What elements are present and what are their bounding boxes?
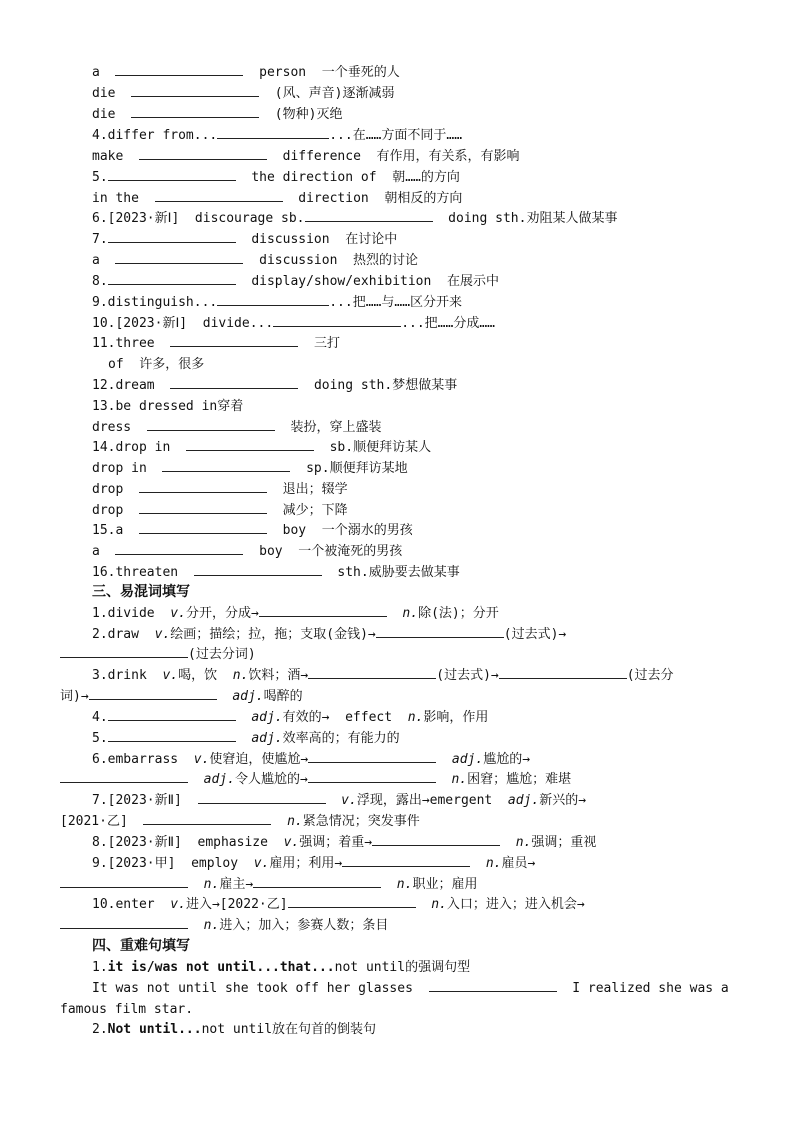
line-text: die (92, 86, 116, 101)
answer-blank[interactable] (194, 563, 322, 576)
line-text: 3.drink (92, 668, 163, 683)
answer-blank[interactable] (308, 750, 436, 763)
pos-label: v. (170, 606, 186, 621)
line-text: 5. (92, 731, 108, 746)
item-number: 2. (92, 1022, 108, 1037)
line-text: ...在……方面不同于…… (329, 128, 463, 143)
answer-blank[interactable] (131, 84, 259, 97)
vocab-line (92, 749, 530, 770)
line-text: (过去式)→ (436, 668, 499, 683)
vocab-line (60, 811, 420, 832)
line-text: (过去分 (626, 668, 674, 683)
sentence-line (92, 957, 470, 978)
pos-label: adj. (251, 731, 283, 746)
pos-label: n. (402, 606, 419, 621)
pos-label: adj. (451, 752, 484, 767)
pos-label: n. (451, 772, 468, 787)
pos-label: n. (287, 814, 303, 829)
vocab-line (92, 396, 243, 417)
answer-blank[interactable] (60, 916, 188, 929)
line-text: (过去式)→ (503, 627, 567, 642)
answer-blank[interactable] (429, 979, 557, 992)
answer-blank[interactable] (499, 666, 627, 679)
line-text: 10.enter (92, 897, 171, 912)
pos-label: n. (203, 877, 220, 892)
line-text: 5. (92, 170, 108, 185)
item-number: 1. (92, 960, 108, 975)
answer-blank[interactable] (139, 147, 267, 160)
line-text: 雇用；利用→ (269, 856, 343, 871)
line-text: 14.drop in (92, 440, 171, 455)
answer-blank[interactable] (170, 376, 298, 389)
line-text: 分开，分成→ (185, 606, 259, 621)
answer-blank[interactable] (342, 854, 470, 867)
answer-blank[interactable] (147, 418, 275, 431)
answer-blank[interactable] (288, 895, 416, 908)
vocab-line (92, 603, 499, 624)
line-text: 强调；着重→ (299, 835, 373, 850)
line-text: 7.[2023·新Ⅱ] (92, 793, 182, 808)
line-text: 进入→[2022·乙] (185, 897, 288, 912)
vocab-line (92, 83, 394, 104)
line-text: famous film star. (60, 1002, 194, 1017)
line-text: in the (92, 191, 139, 206)
answer-blank[interactable] (89, 687, 217, 700)
answer-blank[interactable] (139, 480, 267, 493)
vocab-line (92, 167, 460, 188)
pos-label: n. (485, 856, 502, 871)
answer-blank[interactable] (60, 875, 188, 888)
line-text: 三打 (313, 336, 340, 351)
vocab-line (92, 728, 400, 749)
section-heading: 三、易混词填写 (92, 584, 190, 600)
pos-label: n. (515, 835, 532, 850)
vocab-line (92, 832, 596, 853)
line-text: 强调；重视 (531, 835, 597, 850)
pos-label: v. (341, 793, 357, 808)
vocab-line (92, 229, 397, 250)
line-text: doing sth.劝阻某人做某事 (448, 211, 618, 226)
vocab-line (60, 915, 388, 936)
line-text: 喝，饮 (178, 668, 233, 683)
answer-blank[interactable] (186, 438, 314, 451)
line-text: 紧急情况；突发事件 (302, 814, 420, 829)
answer-blank[interactable] (139, 501, 267, 514)
vocab-line (92, 437, 431, 458)
line-text: 9.distinguish... (92, 295, 218, 310)
vocab-line (60, 874, 477, 895)
vocab-line (92, 125, 462, 146)
line-text: drop (92, 503, 124, 518)
pos-label: n. (232, 668, 249, 683)
line-text: 效率高的；有能力的 (282, 731, 400, 746)
vocab-line (92, 541, 402, 562)
line-text: 尴尬的→ (483, 752, 531, 767)
line-text: sth.威胁要去做某事 (337, 565, 460, 580)
answer-blank[interactable] (273, 314, 401, 327)
vocab-line (92, 665, 674, 686)
line-text: ...把……分成…… (401, 316, 495, 331)
line-text: dress (92, 420, 132, 435)
vocab-line (60, 769, 571, 790)
pos-label: v. (162, 668, 179, 683)
answer-blank[interactable] (115, 542, 243, 555)
vocab-line (92, 458, 408, 479)
line-text: a (92, 65, 100, 80)
vocab-line (92, 271, 499, 292)
answer-blank[interactable] (198, 791, 326, 804)
line-text: drop in (92, 461, 147, 476)
line-text: display/show/exhibition 在展示中 (251, 274, 499, 289)
vocab-line (92, 375, 457, 396)
line-text: 1.divide (92, 606, 171, 621)
line-text: 入口；进入；进入机会→ (446, 897, 585, 912)
line-text: 喝醉的 (263, 689, 303, 704)
line-text: (风、声音)逐渐减弱 (274, 86, 395, 101)
line-text: person 一个垂死的人 (259, 65, 400, 80)
line-text: 7. (92, 232, 108, 247)
line-text: 令人尴尬的→ (234, 772, 308, 787)
line-text: direction 朝相反的方向 (298, 191, 463, 206)
answer-blank[interactable] (253, 875, 381, 888)
line-text: 退出；辍学 (282, 482, 348, 497)
line-text: doing sth.梦想做某事 (313, 378, 458, 393)
pos-label: adj. (251, 710, 283, 725)
vocab-line (92, 188, 462, 209)
line-text: 16.threaten (92, 565, 179, 580)
line-text: drop (92, 482, 124, 497)
answer-blank[interactable] (60, 770, 188, 783)
answer-blank[interactable] (108, 168, 236, 181)
sentence-line (92, 978, 729, 999)
vocab-line (92, 333, 340, 354)
vocab-line (92, 292, 462, 313)
line-text: 11.three (92, 336, 155, 351)
line-text: (过去分词) (188, 647, 256, 662)
answer-blank[interactable] (162, 459, 290, 472)
line-text: 8.[2023·新Ⅱ] emphasize (92, 835, 284, 850)
answer-blank[interactable] (108, 708, 236, 721)
line-text: 绘画；描绘；拉，拖；支取(金钱)→ (170, 627, 376, 642)
answer-blank[interactable] (259, 604, 387, 617)
pos-label: n. (407, 710, 424, 725)
line-text: 浮现，露出→emergent (356, 793, 508, 808)
answer-blank[interactable] (308, 770, 436, 783)
answer-blank[interactable] (139, 521, 267, 534)
line-text: die (92, 107, 116, 122)
line-text: not until的强调句型 (334, 960, 471, 975)
line-text: difference 有作用，有关系，有影响 (282, 149, 520, 164)
answer-blank[interactable] (155, 189, 283, 202)
line-text: 雇主→ (219, 877, 254, 892)
line-text: I realized she was a (572, 981, 729, 996)
vocab-line (92, 790, 586, 811)
vocab-line (92, 707, 488, 728)
line-text: 12.dream (92, 378, 155, 393)
line-text: 13.be dressed in穿着 (92, 399, 244, 414)
answer-blank[interactable] (60, 645, 188, 658)
vocab-line (92, 894, 585, 915)
answer-blank[interactable] (143, 812, 271, 825)
line-text: a (92, 253, 100, 268)
line-text: 词)→ (60, 689, 89, 704)
line-text: not until放在句首的倒装句 (201, 1022, 377, 1037)
vocab-line (92, 250, 418, 271)
answer-blank[interactable] (115, 63, 243, 76)
vocab-line (92, 500, 348, 521)
line-text: a (92, 544, 100, 559)
line-text: discussion 热烈的讨论 (259, 253, 419, 268)
section-heading: 四、重难句填写 (92, 938, 190, 954)
line-text: 4.differ from... (92, 128, 218, 143)
line-text: 15.a (92, 523, 124, 538)
line-text: [2021·乙] (60, 814, 128, 829)
line-text: 9.[2023·甲] employ (92, 856, 254, 871)
answer-blank[interactable] (108, 729, 236, 742)
vocab-line (92, 624, 566, 645)
line-text: 进入；加入；参赛人数；条目 (219, 918, 389, 933)
line-text: 影响，作用 (423, 710, 489, 725)
line-text: 10.[2023·新Ⅰ] divide... (92, 316, 274, 331)
line-text: (物种)灭绝 (274, 107, 343, 122)
pos-label: v. (193, 752, 210, 767)
vocab-line (60, 686, 303, 707)
vocab-line (92, 62, 400, 83)
pattern-text: it is/was not until...that... (107, 960, 335, 975)
vocab-line (92, 417, 381, 438)
sentence-line (60, 999, 193, 1020)
answer-blank[interactable] (217, 126, 329, 139)
line-text: sp.顺便拜访某地 (306, 461, 408, 476)
line-text: 减少；下降 (282, 503, 348, 518)
pos-label: v. (170, 897, 186, 912)
line-text: the direction of 朝……的方向 (251, 170, 460, 185)
line-text: 雇员→ (501, 856, 536, 871)
pos-label: v. (154, 627, 171, 642)
vocab-line (60, 644, 256, 665)
line-text: boy 一个溺水的男孩 (282, 523, 413, 538)
vocab-line (92, 313, 495, 334)
vocab-line (92, 104, 342, 125)
line-text: 4. (92, 710, 108, 725)
line-text: of 许多，很多 (108, 357, 205, 372)
pos-label: n. (396, 877, 413, 892)
vocab-line (108, 354, 204, 375)
line-text: 使窘迫，使尴尬→ (209, 752, 309, 767)
line-text: make (92, 149, 124, 164)
pos-label: adj. (203, 772, 235, 787)
line-text: 6.[2023·新Ⅰ] discourage sb. (92, 211, 305, 226)
answer-blank[interactable] (372, 833, 500, 846)
answer-blank[interactable] (217, 293, 329, 306)
pos-label: v. (253, 856, 270, 871)
answer-blank[interactable] (108, 272, 236, 285)
answer-blank[interactable] (305, 209, 433, 222)
answer-blank[interactable] (115, 251, 243, 264)
answer-blank[interactable] (131, 105, 259, 118)
line-text: 2.draw (92, 627, 155, 642)
vocab-line (92, 208, 617, 229)
line-text: sb.顺便拜访某人 (329, 440, 432, 455)
line-text: 新兴的→ (539, 793, 587, 808)
line-text: 困窘；尴尬；难堪 (467, 772, 572, 787)
line-text: 除(法)；分开 (418, 606, 499, 621)
answer-blank[interactable] (308, 666, 436, 679)
line-text: 职业；雇用 (412, 877, 478, 892)
line-text: 饮料；酒→ (248, 668, 309, 683)
line-text: It was not until she took off her glasses (92, 981, 413, 996)
pos-label: adj. (232, 689, 264, 704)
line-text: 6.embarrass (92, 752, 194, 767)
pos-label: adj. (507, 793, 540, 808)
pos-label: n. (431, 897, 447, 912)
line-text: ...把……与……区分开来 (329, 295, 463, 310)
vocab-line (92, 479, 348, 500)
vocab-line (92, 520, 413, 541)
line-text: boy 一个被淹死的男孩 (259, 544, 403, 559)
answer-blank[interactable] (170, 334, 298, 347)
line-text: 装扮，穿上盛装 (290, 420, 382, 435)
pos-label: n. (203, 918, 220, 933)
answer-blank[interactable] (108, 230, 236, 243)
line-text: discussion 在讨论中 (251, 232, 398, 247)
line-text: 8. (92, 274, 108, 289)
answer-blank[interactable] (376, 625, 504, 638)
vocab-line (92, 146, 520, 167)
pattern-text: Not until... (107, 1022, 202, 1037)
pos-label: v. (283, 835, 300, 850)
vocab-line (92, 853, 535, 874)
line-text: 有效的→ effect (282, 710, 408, 725)
sentence-line (92, 1019, 376, 1040)
vocab-line (92, 562, 460, 583)
